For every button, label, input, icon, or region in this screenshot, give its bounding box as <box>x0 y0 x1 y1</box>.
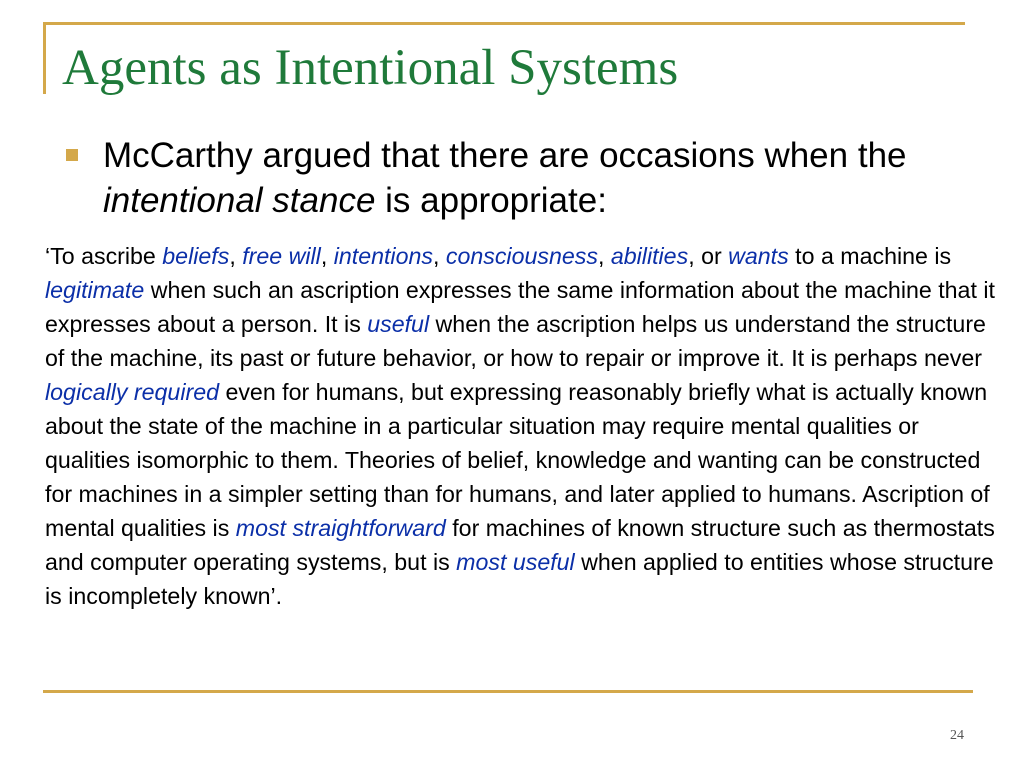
top-accent-line <box>43 22 965 25</box>
quote-text: to a machine is <box>788 243 952 269</box>
quote-emphasis: consciousness <box>445 243 598 269</box>
bullet-emphasis: intentional stance <box>103 181 376 220</box>
quote-text: , or <box>688 243 729 269</box>
slide-title: Agents as Intentional Systems <box>62 40 679 96</box>
mccarthy-quote <box>45 239 995 613</box>
bullet-point <box>103 133 983 223</box>
quote-text: ‘To ascribe <box>45 243 163 269</box>
quote-emphasis: legitimate <box>45 277 145 303</box>
quote-text: , <box>597 243 611 269</box>
page-number: 24 <box>950 728 964 743</box>
quote-emphasis: intentions <box>333 243 433 269</box>
quote-text: when the ascription helps us understand the structure of the machine, its past or future behavior, or how to repair or improve it. It is perhaps never <box>45 311 986 371</box>
quote-emphasis: beliefs <box>162 243 230 269</box>
bullet-square-icon <box>66 149 78 161</box>
quote-text: when such an ascription expresses the same information about the machine that it expresses about a person. It is <box>45 277 995 337</box>
quote-emphasis: logically required <box>45 379 219 405</box>
quote-text: , <box>432 243 446 269</box>
bullet-text-part2: is appropriate: <box>375 181 607 220</box>
quote-emphasis: free will <box>242 243 321 269</box>
quote-text: , <box>320 243 334 269</box>
quote-text: even for humans, but expressing reasonably briefly what is actually known about the state of the machine in a particular situation may require mental qualities or qualities isomorphic to them. Theories of belief, knowledge and wanting can be constructed for machines in a simpler setting than for humans, and later applied to humans. Ascription of mental qualities is <box>45 379 990 541</box>
quote-text: when applied to entities whose structure is incompletely known’. <box>45 549 994 609</box>
bottom-accent-line <box>43 690 973 693</box>
left-accent-line <box>43 22 46 94</box>
quote-emphasis: most straightforward <box>235 515 446 541</box>
quote-emphasis: wants <box>728 243 789 269</box>
quote-text: for machines of known structure such as thermostats and computer operating systems, but is <box>45 515 995 575</box>
quote-emphasis: most useful <box>456 549 575 575</box>
bullet-text-part1: McCarthy argued that there are occasions when the <box>103 136 907 175</box>
quote-emphasis: abilities <box>610 243 689 269</box>
quote-text: , <box>229 243 243 269</box>
quote-emphasis: useful <box>367 311 430 337</box>
